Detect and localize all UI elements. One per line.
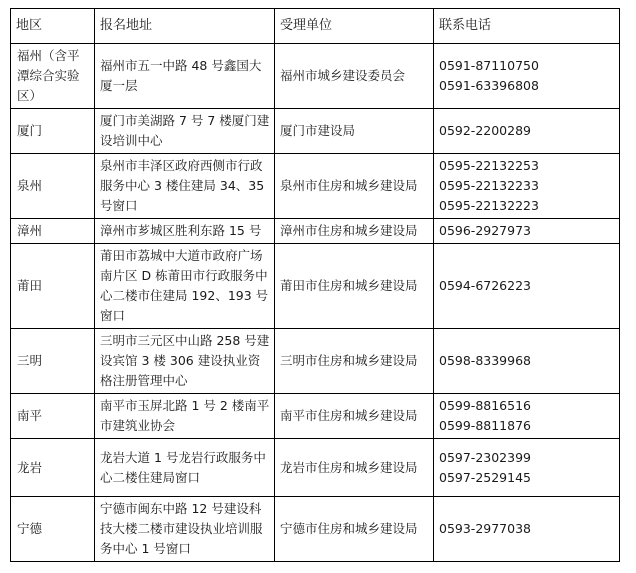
phone-number: 0595-22132253 [439,158,539,173]
cell-region: 南平 [11,394,95,439]
cell-address: 泉州市丰泽区政府西侧市行政服务中心 3 楼住建局 34、35 号窗口 [95,154,275,219]
table-header [11,9,620,44]
cell-address: 宁德市闽东中路 12 号建设科技大楼二楼市建设执业培训服务中心 1 号窗口 [95,497,275,562]
cell-region: 宁德 [11,497,95,562]
cell-region: 福州（含平潭综合实验区） [11,44,95,109]
table-row [11,329,620,394]
cell-address: 厦门市美湖路 7 号 7 楼厦门建设培训中心 [95,109,275,154]
table-row [11,244,620,329]
cell-region: 泉州 [11,154,95,219]
cell-address: 福州市五一中路 48 号鑫国大厦一层 [95,44,275,109]
table-row [11,44,620,109]
cell-unit: 厦门市建设局 [275,109,434,154]
registration-address-table [10,8,620,562]
cell-phone [434,109,620,154]
cell-unit: 三明市住房和城乡建设局 [275,329,434,394]
header-phone: 联系电话 [434,9,620,44]
phone-number: 0591-87110750 [439,58,539,73]
phone-number: 0596-2927973 [439,223,531,238]
phone-number: 0594-6726223 [439,278,531,293]
cell-unit: 福州市城乡建设委员会 [275,44,434,109]
cell-phone [434,44,620,109]
table-row [11,154,620,219]
cell-phone [434,439,620,497]
cell-address: 三明市三元区中山路 258 号建设宾馆 3 楼 306 建设执业资格注册管理中心 [95,329,275,394]
cell-region: 莆田 [11,244,95,329]
header-row [11,9,620,44]
phone-number: 0592-2200289 [439,123,531,138]
phone-number: 0595-22132233 [439,178,539,193]
phone-number: 0597-2302399 [439,449,531,465]
table-row [11,394,620,439]
cell-region: 三明 [11,329,95,394]
cell-address: 龙岩大道 1 号龙岩行政服务中心二楼住建局窗口 [95,439,275,497]
table-row [11,439,620,497]
phone-number: 0591-63396808 [439,78,539,93]
cell-address: 莆田市荔城中大道市政府广场南片区 D 栋莆田市行政服务中心二楼市住建局 192、193 号窗口 [95,244,275,329]
table-row [11,497,620,562]
cell-phone [434,244,620,329]
phone-number: 0598-8339968 [439,353,531,368]
cell-phone [434,219,620,244]
phone-number: 0599-8816516 [439,398,531,413]
phone-number: 0597-2529145 [439,469,531,485]
header-region: 地区 [11,9,95,44]
table-row [11,109,620,154]
phone-number: 0599-8811876 [439,418,531,433]
cell-unit: 南平市住房和城乡建设局 [275,394,434,439]
cell-region: 厦门 [11,109,95,154]
cell-region: 龙岩 [11,439,95,497]
table-body [11,44,620,562]
cell-unit: 莆田市住房和城乡建设局 [275,244,434,329]
cell-unit: 宁德市住房和城乡建设局 [275,497,434,562]
cell-address: 南平市玉屏北路 1 号 2 楼南平市建筑业协会 [95,394,275,439]
cell-phone [434,154,620,219]
cell-region: 漳州 [11,219,95,244]
header-address: 报名地址 [95,9,275,44]
table-row [11,219,620,244]
cell-unit: 漳州市住房和城乡建设局 [275,219,434,244]
cell-unit: 泉州市住房和城乡建设局 [275,154,434,219]
cell-unit: 龙岩市住房和城乡建设局 [275,439,434,497]
phone-number: 0593-2977038 [439,521,531,536]
cell-phone [434,329,620,394]
phone-number: 0595-22132223 [439,198,539,213]
cell-phone [434,394,620,439]
cell-phone [434,497,620,562]
cell-address: 漳州市芗城区胜利东路 15 号 [95,219,275,244]
header-unit: 受理单位 [275,9,434,44]
